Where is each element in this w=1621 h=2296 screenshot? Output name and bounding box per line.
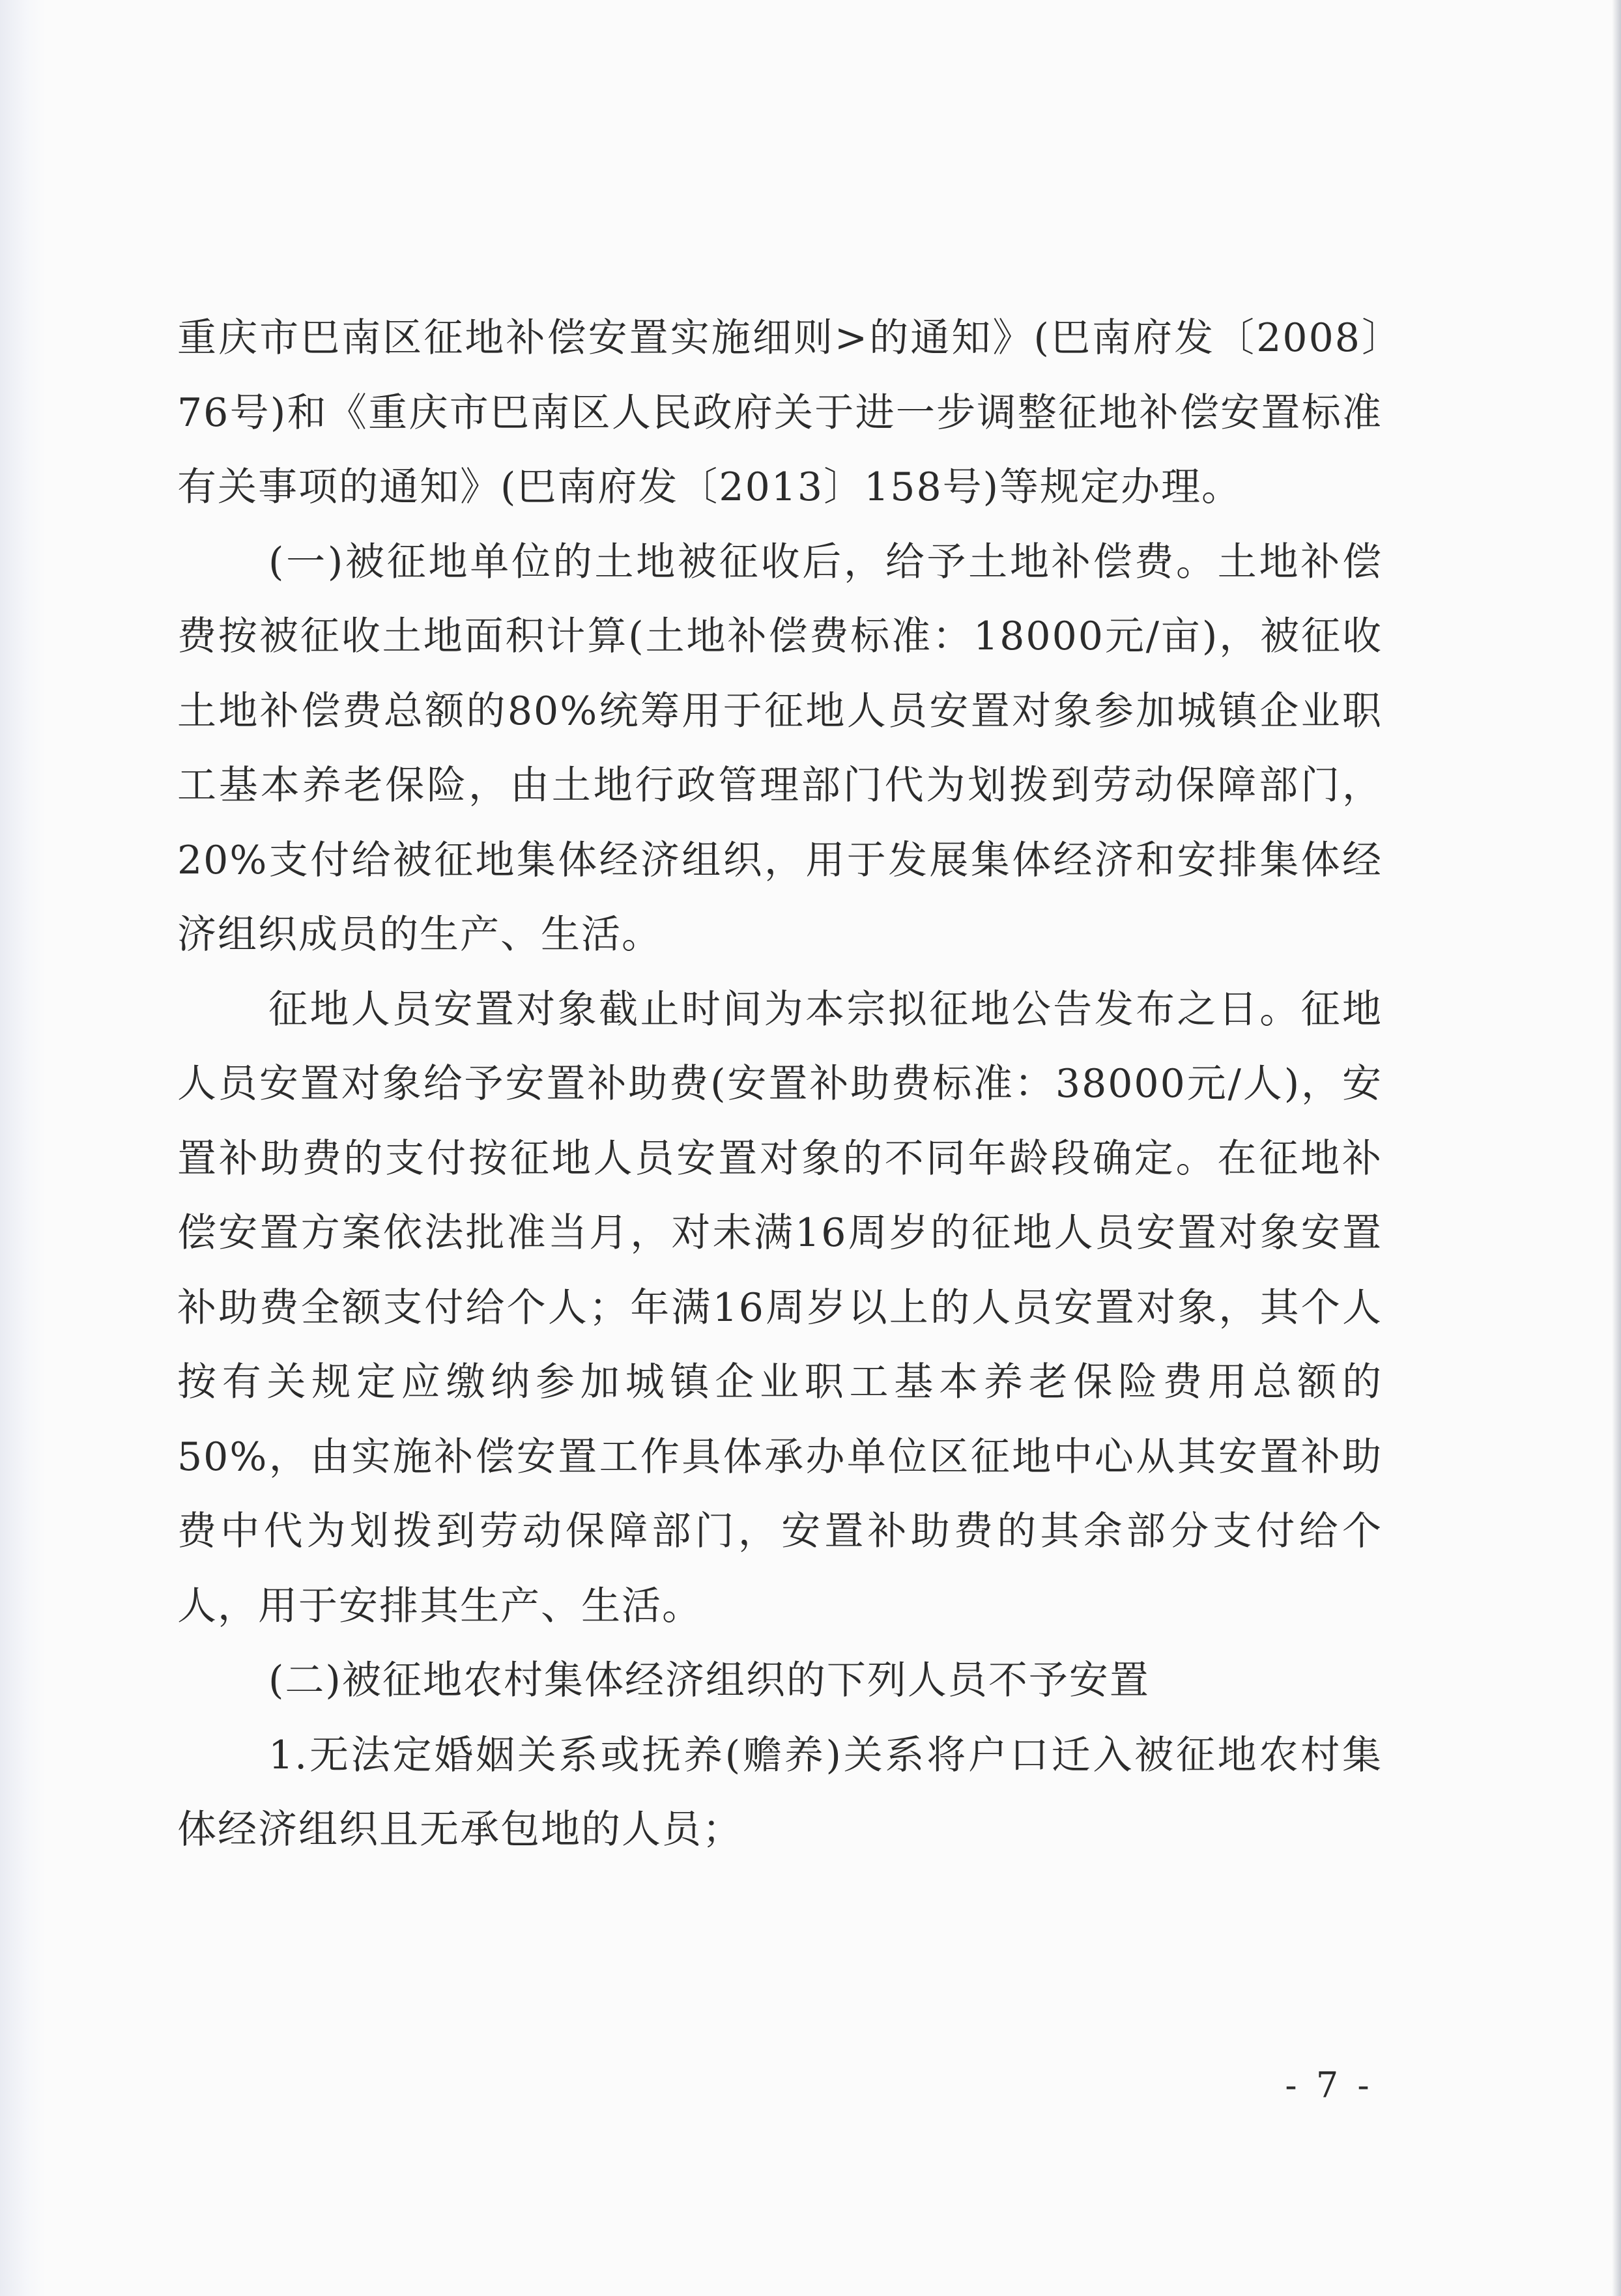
scan-shadow-left [0,0,46,2296]
paragraph-land-compensation: (一)被征地单位的土地被征收后，给予土地补偿费。土地补偿费按被征收土地面积计算(土地补偿费标准：18000元/亩)，被征收土地补偿费总额的80%统筹用于征地人员安置对象参加城镇企业职工基本养老保险，由土地行政管理部门代为划拨到劳动保障部门，20%支付给被征地集体经济组织，用于发展集体经济和安排集体经济组织成员的生产、生活。 [177,539,1383,957]
document-body [177,301,1383,1867]
paragraph-resettlement-subsidy: 征地人员安置对象截止时间为本宗拟征地公告发布之日。征地人员安置对象给予安置补助费(安置补助费标准：38000元/人)，安置补助费的支付按征地人员安置对象的不同年龄段确定。在征地补偿安置方案依法批准当月，对未满16周岁的征地人员安置对象安置补助费全额支付给个人；年满16周岁以上的人员安置对象，其个人按有关规定应缴纳参加城镇企业职工基本养老保险费用总额的50%，由实施补偿安置工作具体承办单位区征地中心从其安置补助费中代为划拨到劳动保障部门，安置补助费的其余部分支付给个人，用于安排其生产、生活。 [177,986,1383,1629]
scan-shadow-right [1612,0,1621,2296]
paragraph-exclusion-item-1: 1.无法定婚姻关系或抚养(赡养)关系将户口迁入被征地农村集体经济组织且无承包地的人员； [177,1732,1383,1852]
page-number: - 7 - [1285,2065,1373,2106]
paragraph-continuation: 重庆市巴南区征地补偿安置实施细则>的通知》(巴南府发〔2008〕76号)和《重庆市巴南区人民政府关于进一步调整征地补偿安置标准有关事项的通知》(巴南府发〔2013〕158号)等规定办理。 [177,315,1383,510]
paragraph-exclusions-heading: (二)被征地农村集体经济组织的下列人员不予安置 [268,1658,1150,1703]
